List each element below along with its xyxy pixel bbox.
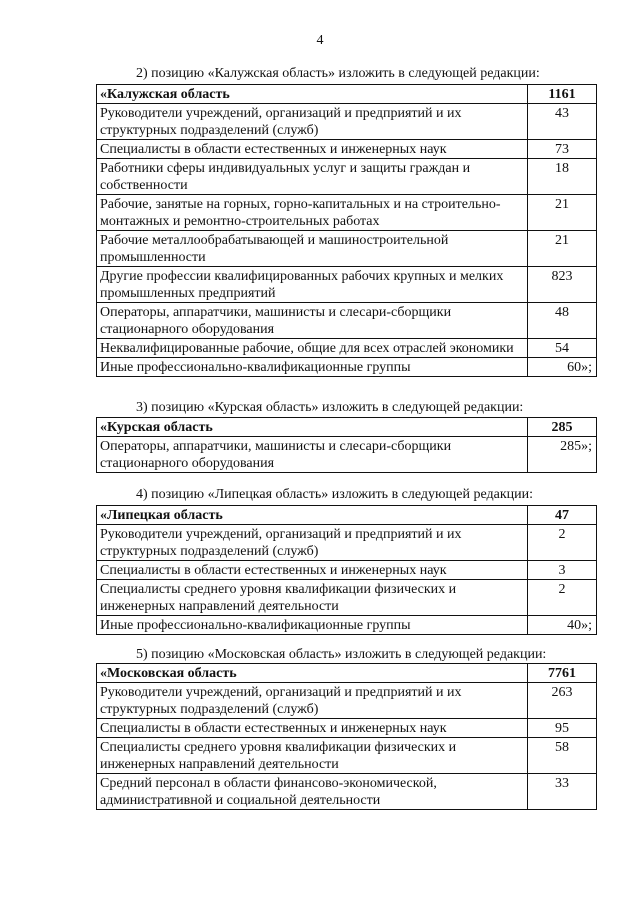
occupation-group: Специалисты в области естественных и инженерных наук — [97, 140, 528, 159]
table-row — [97, 580, 597, 616]
table-row — [97, 437, 597, 473]
section-intro-kursk: 3) позицию «Курская область» изложить в следующей редакции: — [136, 400, 524, 415]
table-row — [97, 561, 597, 580]
quota-value: 73 — [528, 140, 597, 159]
page-number: 4 — [316, 33, 324, 48]
table-kursk — [96, 417, 597, 473]
section-intro-lipetsk: 4) позицию «Липецкая область» изложить в следующей редакции: — [136, 487, 534, 502]
table-header-row — [97, 85, 597, 104]
table-row — [97, 231, 597, 267]
quota-value: 285»; — [528, 437, 597, 473]
region-name: «Курская область — [97, 418, 528, 437]
quota-value: 95 — [528, 719, 597, 738]
occupation-group: Операторы, аппаратчики, машинисты и слесари-сборщики стационарного оборудования — [97, 303, 528, 339]
section-intro-kaluga: 2) позицию «Калужская область» изложить в следующей редакции: — [136, 66, 540, 81]
occupation-group: Специалисты среднего уровня квалификации физических и инженерных направлений деятельности — [97, 738, 528, 774]
quota-value: 21 — [528, 195, 597, 231]
quota-value: 18 — [528, 159, 597, 195]
quota-value: 33 — [528, 774, 597, 810]
region-total: 1161 — [528, 85, 597, 104]
occupation-group: Другие профессии квалифицированных рабочих крупных и мелких промышленных предприятий — [97, 267, 528, 303]
table-row — [97, 774, 597, 810]
occupation-group: Руководители учреждений, организаций и предприятий и их структурных подразделений (служб) — [97, 104, 528, 140]
occupation-group: Специалисты среднего уровня квалификации физических и инженерных направлений деятельности — [97, 580, 528, 616]
quota-value: 263 — [528, 683, 597, 719]
quota-value: 54 — [528, 339, 597, 358]
table-row — [97, 339, 597, 358]
table-row — [97, 719, 597, 738]
occupation-group: Работники сферы индивидуальных услуг и защиты граждан и собственности — [97, 159, 528, 195]
occupation-group: Иные профессионально-квалификационные группы — [97, 616, 528, 635]
table-header-row — [97, 664, 597, 683]
region-name: «Калужская область — [97, 85, 528, 104]
section-intro-moscow: 5) позицию «Московская область» изложить в следующей редакции: — [136, 647, 547, 662]
table-row — [97, 159, 597, 195]
table-row — [97, 104, 597, 140]
occupation-group: Руководители учреждений, организаций и предприятий и их структурных подразделений (служб) — [97, 683, 528, 719]
table-row — [97, 525, 597, 561]
table-row — [97, 616, 597, 635]
quota-value: 48 — [528, 303, 597, 339]
table-row — [97, 683, 597, 719]
quota-value: 58 — [528, 738, 597, 774]
occupation-group: Специалисты в области естественных и инженерных наук — [97, 719, 528, 738]
occupation-group: Руководители учреждений, организаций и предприятий и их структурных подразделений (служб) — [97, 525, 528, 561]
table-header-row — [97, 506, 597, 525]
occupation-group: Иные профессионально-квалификационные группы — [97, 358, 528, 377]
region-total: 285 — [528, 418, 597, 437]
region-total: 47 — [528, 506, 597, 525]
table-header-row — [97, 418, 597, 437]
table-row — [97, 267, 597, 303]
table-moscow — [96, 663, 597, 810]
table-row — [97, 358, 597, 377]
quota-value: 40»; — [528, 616, 597, 635]
region-name: «Липецкая область — [97, 506, 528, 525]
quota-value: 21 — [528, 231, 597, 267]
region-total: 7761 — [528, 664, 597, 683]
occupation-group: Рабочие металлообрабатывающей и машиностроительной промышленности — [97, 231, 528, 267]
quota-value: 823 — [528, 267, 597, 303]
quota-value: 2 — [528, 525, 597, 561]
quota-value: 2 — [528, 580, 597, 616]
quota-value: 43 — [528, 104, 597, 140]
occupation-group: Операторы, аппаратчики, машинисты и слесари-сборщики стационарного оборудования — [97, 437, 528, 473]
table-row — [97, 195, 597, 231]
table-row — [97, 738, 597, 774]
region-name: «Московская область — [97, 664, 528, 683]
occupation-group: Неквалифицированные рабочие, общие для всех отраслей экономики — [97, 339, 528, 358]
table-row — [97, 140, 597, 159]
occupation-group: Специалисты в области естественных и инженерных наук — [97, 561, 528, 580]
quota-value: 60»; — [528, 358, 597, 377]
occupation-group: Средний персонал в области финансово-экономической, административной и социальной деятельности — [97, 774, 528, 810]
occupation-group: Рабочие, занятые на горных, горно-капитальных и на строительно-монтажных и ремонтно-строительных работах — [97, 195, 528, 231]
table-row — [97, 303, 597, 339]
quota-value: 3 — [528, 561, 597, 580]
table-kaluga — [96, 84, 597, 377]
table-lipetsk — [96, 505, 597, 635]
